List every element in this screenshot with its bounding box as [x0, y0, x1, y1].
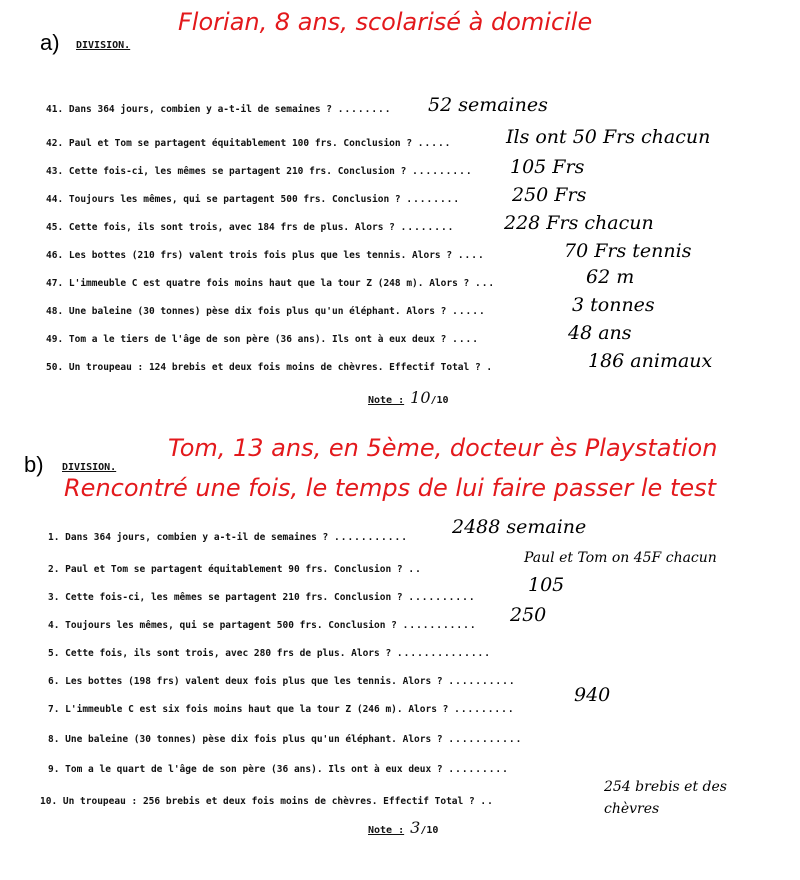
score-value: 3 [410, 818, 421, 837]
question-45: 45. Cette fois, ils sont trois, avec 184 frs de plus. Alors ? ........ [46, 222, 455, 233]
division-heading: DIVISION. [62, 462, 117, 473]
answer-42: Ils ont 50 Frs chacun [506, 126, 711, 148]
score-note: Note : 10/10 [368, 388, 449, 407]
panel-label: b) [24, 452, 44, 477]
question-4: 4. Toujours les mêmes, qui se partagent 500 frs. Conclusion ? ........... [48, 620, 477, 631]
answer-10: 254 brebis et des chèvres [604, 779, 727, 817]
question-8: 8. Une baleine (30 tonnes) pèse dix fois plus qu'un éléphant. Alors ? ........... [48, 734, 523, 745]
question-42: 42. Paul et Tom se partagent équitablement 100 frs. Conclusion ? ..... [46, 138, 452, 149]
question-3: 3. Cette fois-ci, les mêmes se partagent 210 frs. Conclusion ? .......... [48, 592, 476, 603]
answer-49: 48 ans [568, 322, 632, 344]
caption-line-2: Rencontré une fois, le temps de lui faire passer le test [64, 474, 717, 502]
answer-50: 186 animaux [588, 350, 713, 372]
question-48: 48. Une baleine (30 tonnes) pèse dix fois plus qu'un éléphant. Alors ? ..... [46, 306, 486, 317]
question-50: 50. Un troupeau : 124 brebis et deux fois moins de chèvres. Effectif Total ? . [46, 362, 494, 373]
answer-3: 105 [528, 574, 565, 596]
score-value: 10 [410, 388, 431, 407]
question-5: 5. Cette fois, ils sont trois, avec 280 frs de plus. Alors ? .............. [48, 648, 491, 659]
answer-4: 250 [510, 604, 547, 626]
answer-7: 940 [574, 684, 611, 706]
question-41: 41. Dans 364 jours, combien y a-t-il de semaines ? ........ [46, 104, 392, 115]
question-43: 43. Cette fois-ci, les mêmes se partagent 210 frs. Conclusion ? ......... [46, 166, 473, 177]
question-7: 7. L'immeuble C est six fois moins haut que la tour Z (246 m). Alors ? ......... [48, 704, 515, 715]
answer-47: 62 m [586, 266, 635, 288]
answer-2: Paul et Tom on 45F chacun [524, 550, 717, 566]
panel-a [0, 0, 800, 430]
answer-48: 3 tonnes [572, 294, 655, 316]
answer-43: 105 Frs [510, 156, 585, 178]
answer-45: 228 Frs chacun [504, 212, 654, 234]
question-2: 2. Paul et Tom se partagent équitablement 90 frs. Conclusion ? .. [48, 564, 422, 575]
panel-label: a) [40, 30, 60, 55]
answer-1: 2488 semaine [452, 516, 587, 538]
question-47: 47. L'immeuble C est quatre fois moins haut que la tour Z (248 m). Alors ? ... [46, 278, 496, 289]
question-44: 44. Toujours les mêmes, qui se partagent 500 frs. Conclusion ? ........ [46, 194, 461, 205]
answer-44: 250 Frs [512, 184, 587, 206]
question-10: 10. Un troupeau : 256 brebis et deux fois moins de chèvres. Effectif Total ? .. [40, 796, 494, 807]
question-9: 9. Tom a le quart de l'âge de son père (36 ans). Ils ont à eux deux ? ......... [48, 764, 509, 775]
question-1: 1. Dans 364 jours, combien y a-t-il de semaines ? ........... [48, 532, 408, 543]
answer-41: 52 semaines [428, 94, 548, 116]
division-heading: DIVISION. [76, 40, 131, 51]
question-49: 49. Tom a le tiers de l'âge de son père (36 ans). Ils ont à eux deux ? .... [46, 334, 479, 345]
question-46: 46. Les bottes (210 frs) valent trois fois plus que les tennis. Alors ? .... [46, 250, 485, 261]
answer-46: 70 Frs tennis [564, 240, 692, 262]
caption: Florian, 8 ans, scolarisé à domicile [178, 8, 593, 36]
panel-b [0, 432, 800, 880]
caption-line-1: Tom, 13 ans, en 5ème, docteur ès Playstation [168, 434, 718, 462]
score-note: Note : 3/10 [368, 818, 439, 837]
question-6: 6. Les bottes (198 frs) valent deux fois plus que les tennis. Alors ? .......... [48, 676, 516, 687]
